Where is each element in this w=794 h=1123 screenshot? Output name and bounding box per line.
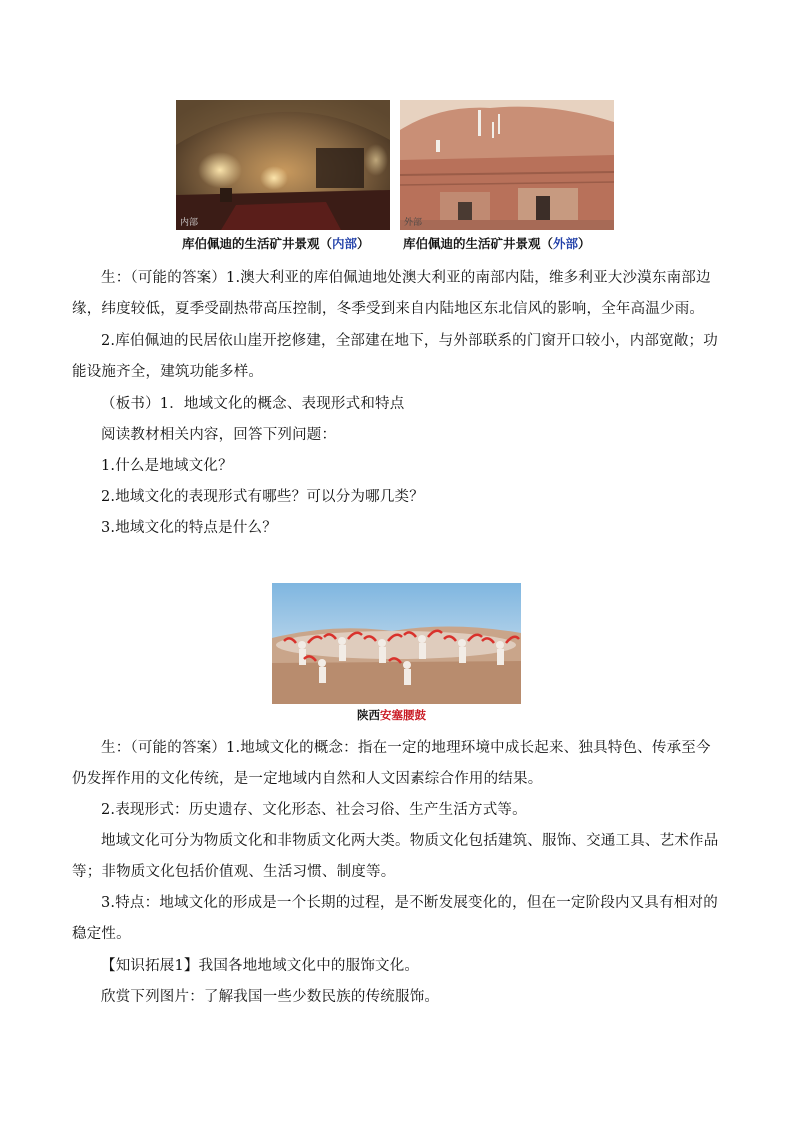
forms-paragraph: 2.表现形式：历史遗存、文化形态、社会习俗、生产生活方式等。 bbox=[101, 802, 527, 818]
mine-exterior-illustration bbox=[400, 100, 614, 230]
caption-text: ） bbox=[357, 236, 370, 251]
question-3: 3.地域文化的特点是什么？ bbox=[101, 520, 277, 536]
blackboard-heading: （板书）1．地域文化的概念、表现形式和特点 bbox=[101, 396, 405, 412]
answer-paragraph-2: 2.库伯佩迪的民居依山崖开挖修建，全部建在地下，与外部联系的门窗开口较小，内部宽敞；功能设施齐全，建筑功能多样。 bbox=[72, 333, 718, 380]
question-2: 2.地域文化的表现形式有哪些？可以分为哪几类？ bbox=[101, 489, 424, 505]
appreciation-instruction: 欣赏下列图片：了解我国一些少数民族的传统服饰。 bbox=[101, 989, 440, 1005]
reading-instruction: 阅读教材相关内容，回答下列问题： bbox=[101, 427, 337, 443]
drum-dance-illustration bbox=[272, 583, 521, 704]
caption-highlight: 外部 bbox=[553, 236, 579, 251]
mine-exterior-photo bbox=[400, 100, 614, 230]
caption-text: 陕西 bbox=[357, 708, 380, 722]
mine-interior-caption bbox=[182, 234, 370, 252]
drum-dance-caption bbox=[357, 707, 426, 723]
photo-tag: 外部 bbox=[404, 218, 423, 228]
caption-text: 库伯佩迪的生活矿井景观（ bbox=[403, 236, 554, 251]
photo-tag: 内部 bbox=[180, 218, 199, 228]
caption-text: ） bbox=[578, 236, 591, 251]
caption-highlight: 安塞腰鼓 bbox=[380, 708, 426, 722]
answer-paragraph-3: 生：（可能的答案）1.地域文化的概念：指在一定的地理环境中成长起来、独具特色、传承至今仍发挥作用的文化传统，是一定地域内自然和人文因素综合作用的结果。 bbox=[72, 740, 711, 787]
features-paragraph: 3.特点：地域文化的形成是一个长期的过程，是不断发展变化的，但在一定阶段内又具有相对的稳定性。 bbox=[72, 895, 718, 942]
ansai-drum-photo bbox=[272, 583, 521, 704]
caption-highlight: 内部 bbox=[332, 236, 358, 251]
caption-text: 库伯佩迪的生活矿井景观（ bbox=[182, 236, 333, 251]
mine-exterior-caption bbox=[403, 234, 591, 252]
mine-interior-illustration bbox=[176, 100, 390, 230]
question-1: 1.什么是地域文化？ bbox=[101, 458, 233, 474]
mine-interior-photo bbox=[176, 100, 390, 230]
answer-paragraph-1: 生：（可能的答案）1.澳大利亚的库伯佩迪地处澳大利亚的南部内陆，维多利亚大沙漠东南部边缘，纬度较低，夏季受副热带高压控制，冬季受到来自内陆地区东北信风的影响，全年高温少雨。 bbox=[72, 270, 711, 317]
knowledge-extension-heading: 【知识拓展1】我国各地地域文化中的服饰文化。 bbox=[101, 958, 420, 974]
categories-paragraph: 地域文化可分为物质文化和非物质文化两大类。物质文化包括建筑、服饰、交通工具、艺术作品等；非物质文化包括价值观、生活习惯、制度等。 bbox=[72, 833, 719, 880]
